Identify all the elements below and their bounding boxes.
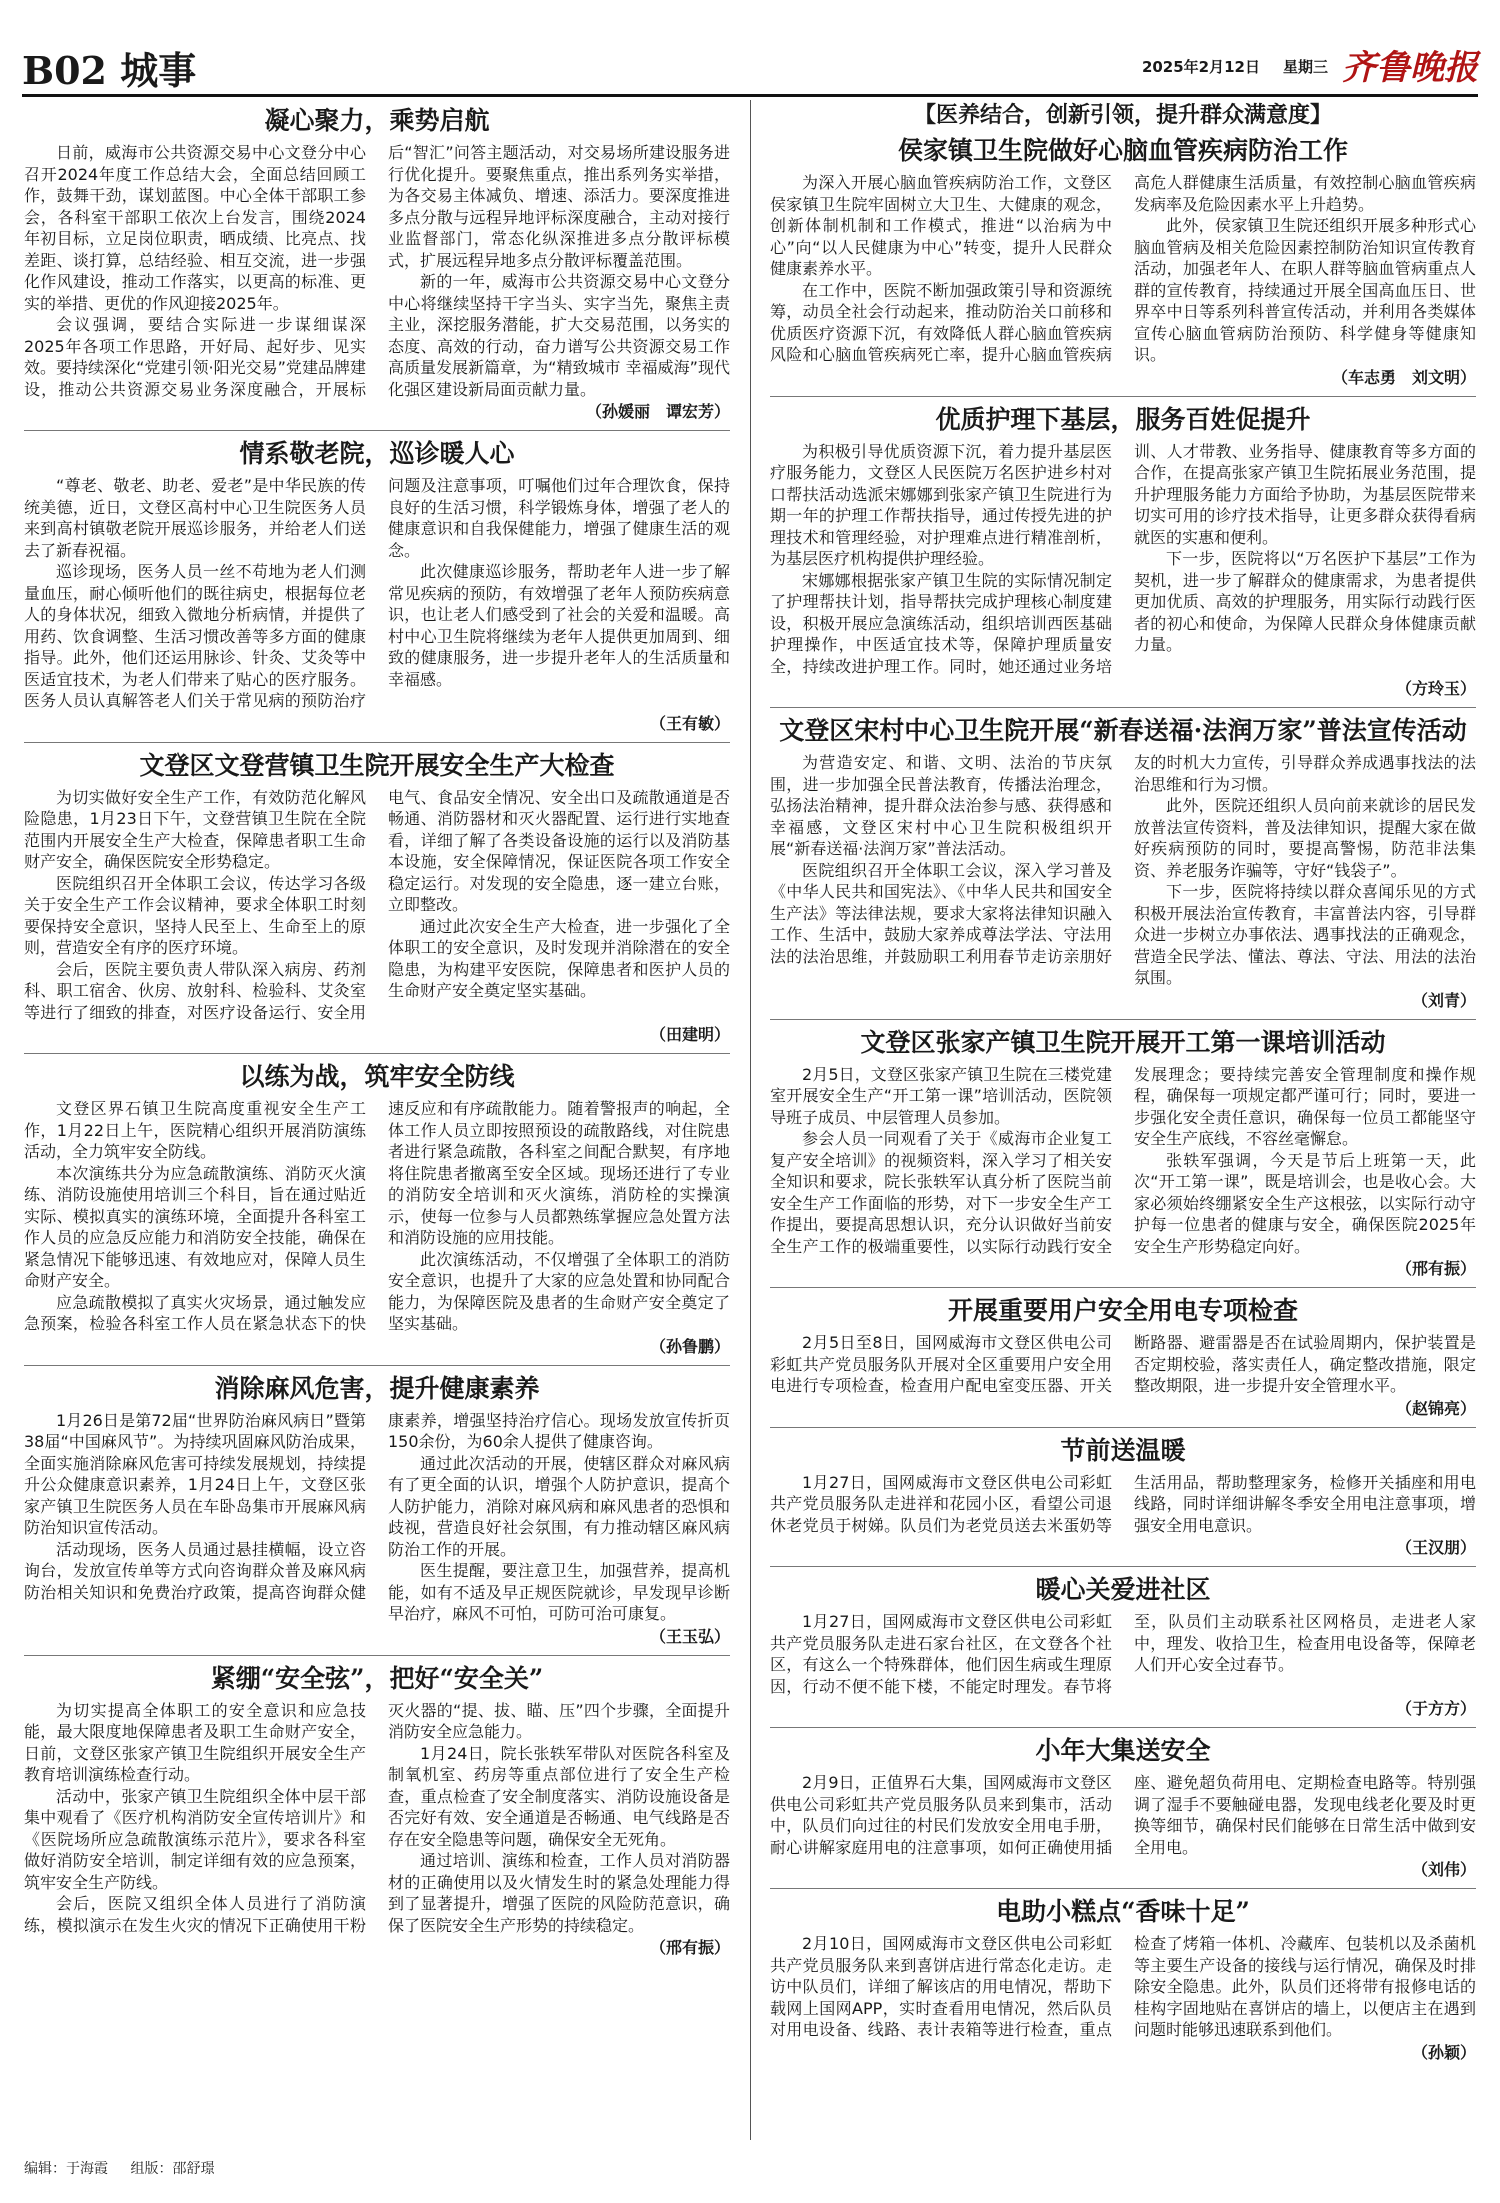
article-paragraph: 宋娜娜根据张家产镇卫生院的实际情况制定了护理帮扶计划，指导帮扶完成护理核心制度建设，积极开展应急演练活动，组织培训西医基础护理操作，中医适宜技术等，保障护理质量安全，持续改进护理工作。同时，她还通过业务培训、人才带教、业务指导、健康教育等多方面的合作，在提高张家产镇卫生院拓展业务范围，提升护理服务能力方面给予协助，为基层医院带来切实可用的诊疗技术指导，让更多群众获得看病就医的实惠和便利。 — [770, 441, 1476, 676]
article — [770, 100, 1476, 397]
article-paragraph: 1月26日是第72届“世界防治麻风病日”暨第38届“中国麻风节”。为持续巩固麻风防治成果，全面实施消除麻风危害可持续发展规划，持续提升公众健康意识素养，1月24日上午，文登区张家产镇卫生院医务人员在车卧岛集市开展麻风病防治知识宣传活动。 — [24, 1410, 366, 1537]
article-headline: 文登区张家产镇卫生院开展开工第一课培训活动 — [860, 1027, 1386, 1057]
page-footer — [24, 2158, 232, 2178]
article-headline: 紧绷“安全弦”，把好“安全关” — [210, 1663, 544, 1693]
article-headline: 优质护理下基层，服务百姓促提升 — [935, 404, 1311, 434]
article — [770, 401, 1476, 709]
article-paragraph: 医生提醒，要注意卫生，加强营养，提高机能，如有不适及早正规医院就诊，早发现早诊断早治疗，麻风不可怕，可防可治可康复。 — [388, 1561, 730, 1623]
article-paragraph: 此外，侯家镇卫生院还组织开展多种形式心脑血管病及相关危险因素控制防治知识宣传教育活动，加强老年人、在职人群等脑血管病重点人群的宣传教育，持续通过开展全国高血压日、世界卒中日等系列科普宣传活动，并利用各类媒体宣传心脑血管病防治预防、科学健身等健康知识。 — [1134, 216, 1476, 364]
newspaper-logo: 齐鲁晚报 — [1342, 48, 1478, 88]
article-paragraph: 1月27日，国网威海市文登区供电公司彩虹共产党员服务队走进祥和花园小区，看望公司退休老党员于树娣。队员们为老党员送去米蛋奶等生活用品，帮助整理家务，检修开关插座和用电线路，同时详细讲解冬季安全用电注意事项，增强安全用电意识。 — [770, 1472, 1476, 1535]
article — [770, 1571, 1476, 1728]
article-headline: 电助小糕点“香味十足” — [996, 1897, 1250, 1926]
article-byline: （王汉朋） — [1395, 1538, 1476, 1557]
layout-credit: 组版：邵舒璟 — [130, 2161, 215, 2177]
article — [24, 1058, 730, 1366]
article-paragraph: 2月9日，正值界石大集，国网威海市文登区供电公司彩虹共产党员服务队员来到集市，活动中，队员们向过往的村民们发放安全用电手册，耐心讲解家庭用电的注意事项，如何正确使用插座、避免超负荷用电、定期检查电路等。特别强调了湿手不要触碰电器，发现电线老化要及时更换等细节，确保村民们能够在日常生活中做到安全用电。 — [770, 1773, 1476, 1857]
article-byline: （王有敏） — [649, 713, 730, 733]
page-number: B02 城事 — [22, 48, 197, 93]
article-byline: （刘伟） — [1411, 1860, 1476, 1879]
article-paragraph: 新的一年，威海市公共资源交易中心文登分中心将继续坚持干字当头、实字当先，聚焦主责主业，深挖服务潜能，扩大交易范围，以务实的态度、高效的行动，奋力谱写公共资源交易工作高质量发展新篇章，为“精致城市 幸福威海”现代化强区建设新局面贡献力量。 — [388, 272, 730, 399]
article-byline: （王玉弘） — [649, 1626, 730, 1646]
article-paragraph: 日前，威海市公共资源交易中心文登分中心召开2024年度工作总结大会，全面总结回顾工作，鼓舞干劲，谋划蓝图。中心全体干部职工参会，各科室干部职工依次上台发言，围绕2024年初目标，立足岗位职责，晒成绩、比亮点、找差距、谈打算，总结经验、相互交流，进一步强化作风建设，推动工作落实，以更高的标准、更实的举措、更优的作风迎接2025年。 — [24, 143, 366, 313]
article-body — [24, 1410, 730, 1625]
article — [770, 1732, 1476, 1889]
article-byline: （孙媛丽 谭宏芳） — [585, 402, 730, 421]
article-paragraph: 在工作中，医院不断加强政策引导和资源统筹，动员全社会行动起来，推动防治关口前移和优质医疗资源下沉，有效降低人群心脑血管疾病风险和心脑血管疾病死亡率，提升心脑血管疾病高危人群健康生活质量，有效控制心脑血管疾病发病率及危险因素水平上升趋势。 — [770, 173, 1476, 364]
article-headline: 节前送温暖 — [1060, 1435, 1186, 1465]
article-paragraph: 此次健康巡诊服务，帮助老年人进一步了解常见疾病的预防，有效增强了老年人预防疾病意识，也让老人们感受到了社会的关爱和温暖。高村中心卫生院将继续为老年人提供更加周到、细致的健康服务，进一步提升老年人的生活质量和幸福感。 — [388, 562, 730, 689]
article-body — [770, 1772, 1476, 1858]
article-body — [770, 1611, 1476, 1697]
article-body — [24, 787, 730, 1024]
article-byline: （邢有振） — [649, 1938, 730, 1957]
article-paragraph: 本次演练共分为应急疏散演练、消防灭火演练、消防设施使用培训三个科目，旨在通过贴近实际、模拟真实的演练环境，全面提升各科室工作人员的应急反应能力和消防安全技能，确保在紧急情况下能够迅速、有效地应对，保障人员生命财产安全。 — [24, 1163, 366, 1290]
article-paragraph: 2月5日至8日，国网威海市文登区供电公司彩虹共产党员服务队开展对全区重要用户安全用电进行专项检查，检查用户配电室变压器、开关断路器、避雷器是否在试验周期内，保护装置是否定期校验，落实责任人，确定整改措施，限定整改期限，进一步提升安全管理水平。 — [770, 1333, 1476, 1395]
article-body — [770, 172, 1476, 366]
article — [24, 435, 730, 743]
article — [770, 1432, 1476, 1568]
article — [24, 1660, 730, 1967]
article-headline: 暖心关爱进社区 — [1035, 1575, 1211, 1604]
article — [770, 1292, 1476, 1428]
column-divider — [750, 100, 751, 2140]
article-headline: 情系敬老院，巡诊暖人心 — [239, 439, 515, 468]
article-paragraph: 巡诊现场，医务人员一丝不苟地为老人们测量血压，耐心倾听他们的既往病史，根据每位老人的身体状况，细致入微地分析病情，并提供了用药、饮食调整、生活习惯改善等多方面的健康指导。此外，他们还运用脉诊、针灸、艾灸等中医适宜技术，为老人们带来了贴心的医疗服务。医务人员认真解答老人们关于常见病的预防治疗问题及注意事项，叮嘱他们过年合理饮食，保持良好的生活习惯，科学锻炼身体，增强了老人的健康意识和自我保健能力，增强了健康生活的观念。 — [24, 476, 730, 710]
editor-credit: 编辑：于海霞 — [24, 2161, 108, 2177]
article-headline: 开展重要用户安全用电专项检查 — [947, 1296, 1298, 1325]
article-paragraph: 为切实做好安全生产工作，有效防范化解风险隐患，1月23日下午，文登营镇卫生院在全院范围内开展安全生产大检查，保障患者职工生命财产安全，确保医院安全形势稳定。 — [24, 787, 366, 871]
article-body — [770, 1933, 1476, 2041]
article-paragraph: 此外，医院还组织人员向前来就诊的居民发放普法宣传资料，普及法律知识，提醒大家在做好疾病预防的同时，要提高警惕，防范非法集资、养老服务诈骗等，守好“钱袋子”。 — [1134, 796, 1476, 880]
article-byline: （方玲玉） — [1395, 679, 1476, 698]
article-paragraph: 1月24日，院长张轶军带队对医院各科室及制氧机室、药房等重点部位进行了安全生产检查，重点检查了安全制度落实、消防设施设备是否完好有效、安全通道是否畅通、电气线路是否存在安全隐患等问题，确保安全无死角。 — [388, 1743, 730, 1849]
article-paragraph: 会后，医院又组织全体人员进行了消防演练，模拟演示在发生火灾的情况下正确使用干粉灭火器的“提、拔、瞄、压”四个步骤，全面提升消防安全应急能力。 — [24, 1700, 730, 1935]
article-paragraph: 为切实提高全体职工的安全意识和应急技能，最大限度地保障患者及职工生命财产安全，日前，文登区张家产镇卫生院组织开展安全生产教育培训演练检查行动。 — [24, 1700, 366, 1784]
article — [770, 712, 1476, 1020]
article-byline: （田建明） — [649, 1025, 730, 1044]
article-paragraph: 2月5日，文登区张家产镇卫生院在三楼党建室开展安全生产“开工第一课”培训活动，医院领导班子成员、中层管理人员参加。 — [770, 1064, 1112, 1127]
article-paragraph: 2月10日，国网威海市文登区供电公司彩虹共产党员服务队来到喜饼店进行常态化走访。走访中队员们，详细了解该店的用电情况，帮助下载网上国网APP，实时查看用电情况，然后队员对用电设备、线路、表计表箱等进行检查，重点检查了烤箱一体机、冷藏库、包装机以及杀菌机等主要生产设备的接线与运行情况，确保及时排除安全隐患。此外，队员们还将带有报修电话的桂构字固地贴在喜饼店的墙上，以便店主在遇到问题时能够迅速联系到他们。 — [770, 1934, 1476, 2039]
article-body — [770, 1472, 1476, 1537]
article-body — [24, 1700, 730, 1937]
article-body — [770, 441, 1476, 678]
article-paragraph: 参会人员一同观看了关于《威海市企业复工复产安全培训》的视频资料，深入学习了相关安全知识和要求，院长张轶军认真分析了医院当前安全生产工作面临的形势，对下一步安全生产工作提出，要提高思想认识，充分认识做好当前安全生产工作的极端重要性，以实际行动践行安全发展理念；要持续完善安全管理制度和操作规程，确保每一项规定都严谨可行；同时，要进一步强化安全责任意识，确保每一位员工都能坚守安全生产底线，不容丝毫懈怠。 — [770, 1064, 1476, 1256]
masthead — [22, 34, 1478, 97]
article-paragraph: 通过培训、演练和检查，工作人员对消防器材的正确使用以及火情发生时的紧急处理能力得到了显著提升，增强了医院的风险防范意识，确保了医院安全生产形势的持续稳定。 — [388, 1851, 730, 1935]
article-paragraph: 此次演练活动，不仅增强了全体职工的消防安全意识，也提升了大家的应急处置和协同配合能力，为保障医院及患者的生命财产安全奠定了坚实基础。 — [388, 1249, 730, 1333]
article-paragraph: 为深入开展心脑血管疾病防治工作，文登区侯家镇卫生院牢固树立大卫生、大健康的观念，创新体制机制和工作模式，推进“以治病为中心”向“以人民健康为中心”转变，提升人民群众健康素养水平。 — [770, 173, 1112, 278]
article-paragraph: 文登区界石镇卫生院高度重视安全生产工作，1月22日上午，医院精心组织开展消防演练活动，全力筑牢安全防线。 — [24, 1099, 366, 1161]
article — [24, 1370, 730, 1656]
right-column — [770, 100, 1476, 2140]
article — [770, 1024, 1476, 1289]
article-headline: 小年大集送安全 — [1035, 1736, 1211, 1765]
article-body — [770, 752, 1476, 989]
issue-date: 2025年2月12日 — [1141, 58, 1260, 76]
article — [24, 747, 730, 1055]
article-kicker: 【医养结合，创新引领，提升群众满意度】 — [913, 102, 1332, 128]
article — [24, 102, 730, 431]
article-byline: （邢有振） — [1395, 1259, 1476, 1278]
article-headline: 以练为战，筑牢安全防线 — [239, 1062, 515, 1091]
article-byline: （于方方） — [1395, 1699, 1476, 1718]
article-paragraph: 下一步，医院将持续以群众喜闻乐见的方式积极开展法治宣传教育，丰富普法内容，引导群众进一步树立办事依法、遇事找法的正确观念，营造全民学法、懂法、尊法、守法、用法的法治氛围。 — [1134, 882, 1476, 987]
left-column — [24, 100, 730, 2140]
issue-weekday: 星期三 — [1282, 58, 1328, 76]
article-paragraph: 通过此次安全生产大检查，进一步强化了全体职工的安全意识，及时发现并消除潜在的安全隐患，为构建平安医院，保障患者和医护人员的生命财产安全奠定坚实基础。 — [388, 916, 730, 1000]
article-byline: （孙颖） — [1411, 2042, 1476, 2062]
article-byline: （刘青） — [1411, 990, 1476, 1010]
article-headline: 凝心聚力，乘势启航 — [264, 106, 490, 135]
article-body — [24, 475, 730, 712]
article-headline: 侯家镇卫生院做好心脑血管疾病防治工作 — [897, 136, 1348, 165]
article-paragraph: 医院组织召开全体职工会议，传达学习各级关于安全生产工作会议精神，要求全体职工时刻要保持安全意识，坚持人民至上、生命至上的原则，营造安全有序的医疗环境。 — [24, 873, 366, 957]
article-byline: （孙鲁鹏） — [649, 1336, 730, 1356]
article-paragraph: 通过此次活动的开展，使辖区群众对麻风病有了更全面的认识，增强个人防护意识，提高个人防护能力，消除对麻风病和麻风患者的恐惧和歧视，营造良好社会氛围，有力推动辖区麻风病防治工作的开展。 — [388, 1453, 730, 1559]
article-paragraph: 医院组织召开全体职工会议，深入学习普及《中华人民共和国宪法》、《中华人民共和国安全生产法》等法律法规，要求大家将法律知识融入工作、生活中，鼓励大家养成尊法学法、守法用法的法治思维，并鼓励职工利用春节走访亲朋好友的时机大力宣传，引导群众养成遇事找法的法治思维和行为习惯。 — [770, 753, 1476, 966]
article-body — [24, 1098, 730, 1335]
article-paragraph: 会后，医院主要负责人带队深入病房、药剂科、职工宿舍、伙房、放射科、检验科、艾灸室等进行了细致的排查，对医疗设备运行、安全用电气、食品安全情况、安全出口及疏散通道是否畅通、消防器材和灭火器配置、运行进行实地查看，详细了解了各类设备设施的运行以及消防基本设施，安全保障情况，保证医院各项工作安全稳定运行。对发现的安全隐患，逐一建立台账，立即整改。 — [24, 787, 730, 1022]
article-headline: 文登区文登营镇卫生院开展安全生产大检查 — [139, 750, 615, 780]
article-paragraph: “尊老、敬老、助老、爱老”是中华民族的传统美德，近日，文登区高村中心卫生院医务人员来到高村镇敬老院开展巡诊服务，并给老人们送去了新春祝福。 — [24, 476, 366, 560]
article-body — [24, 142, 730, 400]
article-body — [770, 1064, 1476, 1258]
article-headline: 消除麻风危害，提升健康素养 — [214, 1373, 540, 1403]
article — [770, 1893, 1476, 2071]
article-headline: 文登区宋村中心卫生院开展“新春送福·法润万家”普法宣传活动 — [779, 716, 1467, 745]
article-paragraph: 活动现场，医务人员通过悬挂横幅，设立咨询台，发放宣传单等方式向咨询群众普及麻风病防治相关知识和免费治疗政策，提高咨询群众健康素养，增强坚持治疗信心。现场发放宣传折页150余份，为60余人提供了健康咨询。 — [24, 1410, 730, 1602]
article-byline: （车志勇 刘文明） — [1331, 367, 1476, 387]
article-paragraph: 张轶军强调，今天是节后上班第一天，此次“开工第一课”，既是培训会，也是收心会。大家必须始终绷紧安全生产这根弦，以实际行动守护每一位患者的健康与安全，确保医院2025年安全生产形势稳定向好。 — [1134, 1150, 1476, 1256]
article-paragraph: 1月27日，国网威海市文登区供电公司彩虹共产党员服务队走进石家台社区，在文登各个社区，有这么一个特殊群体，他们因生病或生理原因，行动不便不能下楼，不能定时理发。春节将至，队员们主动联系社区网格员，走进老人家中，理发、收拾卫生，检查用电设备等，保障老人们开心安全过春节。 — [770, 1612, 1476, 1696]
article-paragraph: 应急疏散模拟了真实火灾场景，通过触发应急预案，检验各科室工作人员在紧急状态下的快速反应和有序疏散能力。随着警报声的响起，全体工作人员立即按照预设的疏散路线，对住院患者进行紧急疏散，各科室之间配合默契，有序地将住院患者撤离至安全区域。现场还进行了专业的消防安全培训和灭火演练，消防栓的实操演示，使每一位参与人员都熟练掌握应急处置方法和消防设施的应用技能。 — [24, 1099, 730, 1333]
article-paragraph: 活动中，张家产镇卫生院组织全体中层干部集中观看了《医疗机构消防安全宣传培训片》和《医院场所应急疏散演练示范片》，要求各科室做好消防安全培训，制定详细有效的应急预案，筑牢安全生产防线。 — [24, 1786, 366, 1892]
article-paragraph: 为营造安定、和谐、文明、法治的节庆氛围，进一步加强全民普法教育，传播法治理念，弘扬法治精神，提升群众法治参与感、获得感和幸福感，文登区宋村中心卫生院积极组织开展“新春送福·法润万家”普法活动。 — [770, 753, 1112, 858]
article-body — [770, 1332, 1476, 1397]
article-byline: （赵锦亮） — [1395, 1398, 1476, 1418]
article-paragraph: 为积极引导优质资源下沉，着力提升基层医疗服务能力，文登区人民医院万名医护进乡村对口帮扶活动选派宋娜娜到张家产镇卫生院进行为期一年的护理工作帮扶指导，通过传授先进的护理技术和管理经验，对护理难点进行精准剖析，为基层医疗机构提供护理经验。 — [770, 441, 1112, 568]
article-paragraph: 下一步，医院将以“万名医护下基层”工作为契机，进一步了解群众的健康需求，为患者提供更加优质、高效的护理服务，用实际行动践行医者的初心和使命，为保障人民群众身体健康贡献力量。 — [1134, 549, 1476, 654]
article-paragraph: 会议强调，要结合实际进一步谋细谋深2025年各项工作思路，开好局、起好步、见实效。要持续深化“党建引领·阳光交易”党建品牌建设，推动公共资源交易业务深度融合，开展标后“智汇”问答主题活动，对交易场所建设服务进行优化提升。要聚焦重点，推出系列务实举措，为各交易主体减负、增速、添活力。要深度推进多点分散与远程异地评标深度融合，主动对接行业监督部门，常态化纵深推进多点分散评标模式，扩展远程异地多点分散评标覆盖范围。 — [24, 143, 730, 399]
